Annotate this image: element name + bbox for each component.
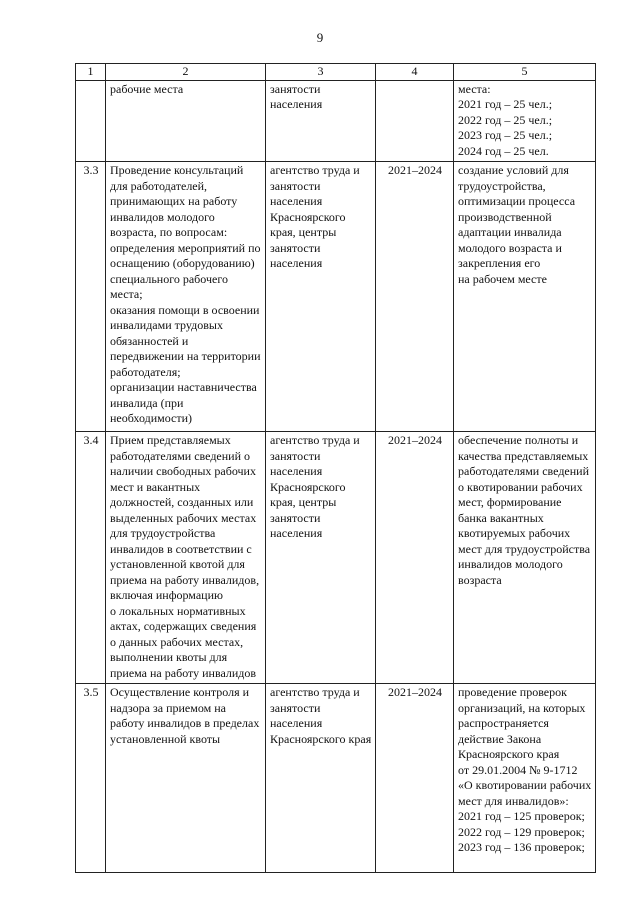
result-cell: обеспечение полноты и качества представляемых работодателями сведений о квотировании рабочих мест, формирование банка вакантных квотируемых рабочих мест для трудоустройства инвалидов молодого возраста xyxy=(454,432,596,684)
period-cell xyxy=(376,80,454,162)
table-row xyxy=(76,80,596,162)
table-row xyxy=(76,684,596,873)
header-cell-col-1: 1 xyxy=(76,64,106,81)
result-cell: создание условий для трудоустройства, оптимизации процесса производственной адаптации инвалида молодого возраста и закрепления его на рабочем месте xyxy=(454,162,596,432)
activity-cell: рабочие места xyxy=(106,80,266,162)
header-cell-col-5: 5 xyxy=(454,64,596,81)
header-cell-col-2: 2 xyxy=(106,64,266,81)
period-cell: 2021–2024 xyxy=(376,432,454,684)
item-number-cell xyxy=(76,80,106,162)
activity-cell: Прием представляемых работодателями сведений о наличии свободных рабочих мест и вакантных должностей, созданных или выделенных рабочих местах для трудоустройства инвалидов в соответствии с установленной квотой для приема на работу инвалидов, включая информацию о локальных нормативных актах, содержащих сведения о данных рабочих местах, выполнении квоты для приема на работу инвалидов xyxy=(106,432,266,684)
executor-cell: агентство труда и занятости населения Красноярского края xyxy=(266,684,376,873)
header-cell-col-3: 3 xyxy=(266,64,376,81)
item-number-cell: 3.3 xyxy=(76,162,106,432)
period-cell: 2021–2024 xyxy=(376,162,454,432)
item-number-cell: 3.5 xyxy=(76,684,106,873)
item-number-cell: 3.4 xyxy=(76,432,106,684)
table-header-row xyxy=(76,64,596,81)
executor-cell: агентство труда и занятости населения Красноярского края, центры занятости населения xyxy=(266,162,376,432)
table-row xyxy=(76,432,596,684)
period-cell: 2021–2024 xyxy=(376,684,454,873)
header-cell-col-4: 4 xyxy=(376,64,454,81)
executor-cell: занятости населения xyxy=(266,80,376,162)
measures-table xyxy=(75,63,596,873)
result-cell: проведение проверок организаций, на которых распространяется действие Закона Красноярского края от 29.01.2004 № 9-1712 «О квотировании рабочих мест для инвалидов»: 2021 год – 125 проверок; 2022 год – 129 проверок; 2023 год – 136 проверок; xyxy=(454,684,596,873)
result-cell: места: 2021 год – 25 чел.; 2022 год – 25 чел.; 2023 год – 25 чел.; 2024 год – 25 чел. xyxy=(454,80,596,162)
activity-cell: Проведение консультаций для работодателей, принимающих на работу инвалидов молодого возраста, по вопросам: определения мероприятий по оснащению (оборудованию) специального рабочего места; оказания помощи в освоении инвалидами трудовых обязанностей и передвижении на территории работодателя; организации наставничества инвалида (при необходимости) xyxy=(106,162,266,432)
table-row xyxy=(76,162,596,432)
executor-cell: агентство труда и занятости населения Красноярского края, центры занятости населения xyxy=(266,432,376,684)
activity-cell: Осуществление контроля и надзора за приемом на работу инвалидов в пределах установленной квоты xyxy=(106,684,266,873)
page-number: 9 xyxy=(316,30,324,45)
